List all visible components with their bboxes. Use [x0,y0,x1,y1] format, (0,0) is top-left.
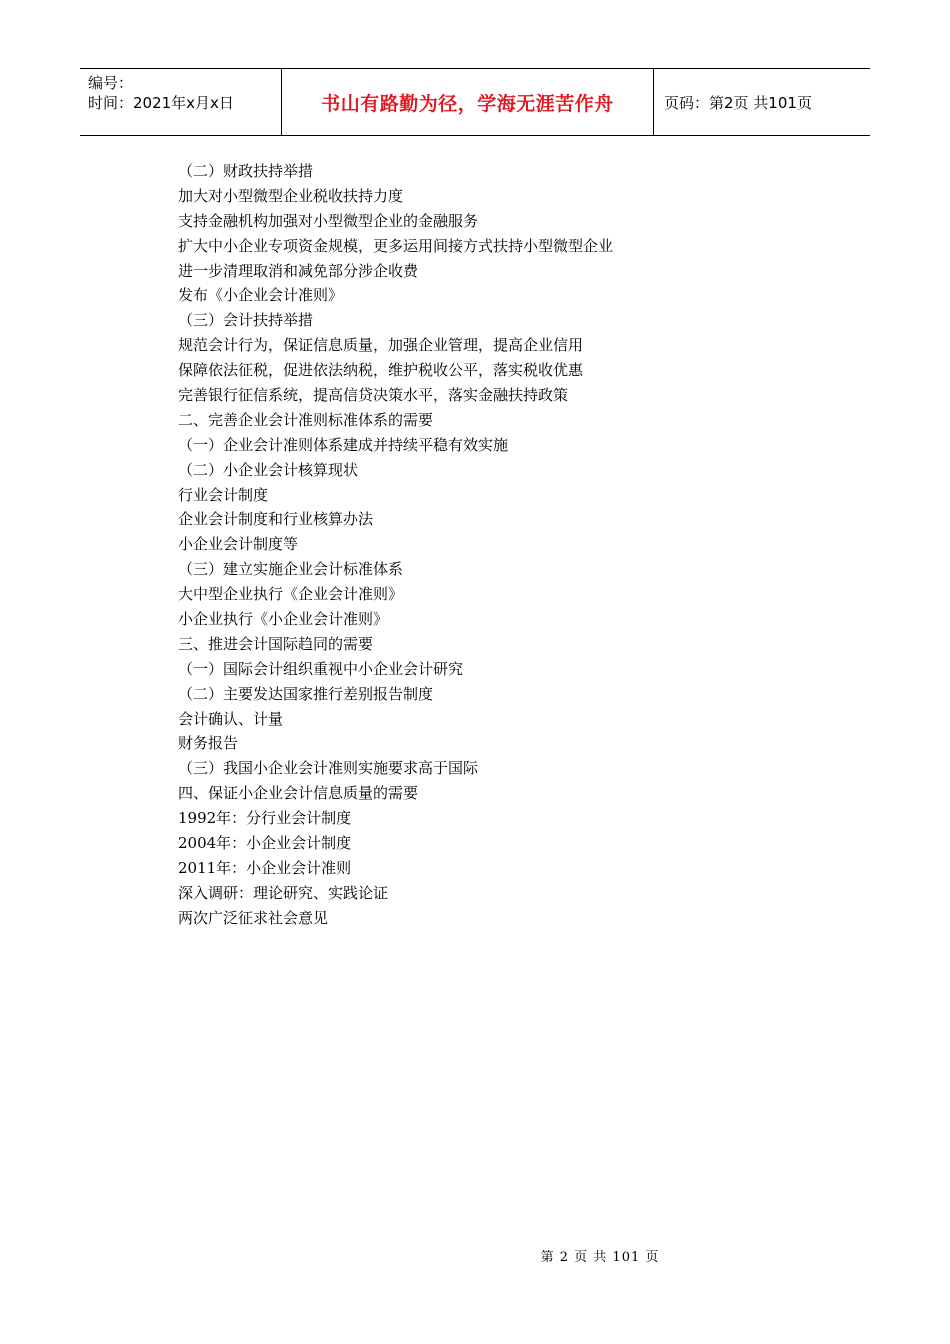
date-label: 时间：2021年x月x日 [88,94,234,112]
body-line: 1992年：分行业会计制度 [178,809,352,828]
body-line: 小企业执行《小企业会计准则》 [178,610,389,629]
header-motto: 书山有路勤为径，学海无涯苦作舟 [282,69,654,135]
document-body [178,159,818,931]
body-line: 三、推进会计国际趋同的需要 [178,634,374,653]
body-line: （三）建立实施企业会计标准体系 [178,560,404,579]
page-footer: 第 2 页 共 101 页 [540,1250,660,1265]
body-line: 完善银行征信系统，提高信贷决策水平，落实金融扶持政策 [178,386,569,405]
body-line: 2011年：小企业会计准则 [178,858,352,877]
body-line: 企业会计制度和行业核算办法 [178,510,374,529]
body-line: 支持金融机构加强对小型微型企业的金融服务 [178,211,479,230]
body-line: 四、保证小企业会计信息质量的需要 [178,784,419,803]
body-line: （一）企业会计准则体系建成并持续平稳有效实施 [178,435,509,454]
body-line: 扩大中小企业专项资金规模，更多运用间接方式扶持小型微型企业 [178,236,614,255]
body-line: 深入调研：理论研究、实践论证 [178,883,389,902]
header-page-info: 页码：第2页 共101页 [664,93,812,112]
body-line: （二）小企业会计核算现状 [178,460,359,479]
code-label: 编号： [88,74,134,92]
body-line: 财务报告 [178,734,239,753]
header-meta [80,69,282,135]
body-line: 发布《小企业会计准则》 [178,286,344,305]
body-line: 进一步清理取消和减免部分涉企收费 [178,261,419,280]
body-line: 行业会计制度 [178,485,269,504]
body-line: 加大对小型微型企业税收扶持力度 [178,186,404,205]
body-line: （二）财政扶持举措 [178,162,314,180]
body-line: 规范会计行为，保证信息质量，加强企业管理，提高企业信用 [178,336,584,355]
body-line: 会计确认、计量 [178,709,284,728]
body-line: （三）我国小企业会计准则实施要求高于国际 [178,759,479,778]
body-line: （三）会计扶持举措 [178,311,314,330]
body-line: 保障依法征税，促进依法纳税，维护税收公平，落实税收优惠 [178,361,584,380]
body-line: （二）主要发达国家推行差别报告制度 [178,684,434,703]
body-line: （一）国际会计组织重视中小企业会计研究 [178,659,464,678]
body-line: 二、完善企业会计准则标准体系的需要 [178,410,434,429]
body-line: 2004年：小企业会计制度 [178,834,352,853]
page-header [80,68,870,136]
body-line: 两次广泛征求社会意见 [178,908,329,927]
body-line: 小企业会计制度等 [178,535,299,554]
body-line: 大中型企业执行《企业会计准则》 [178,585,404,604]
